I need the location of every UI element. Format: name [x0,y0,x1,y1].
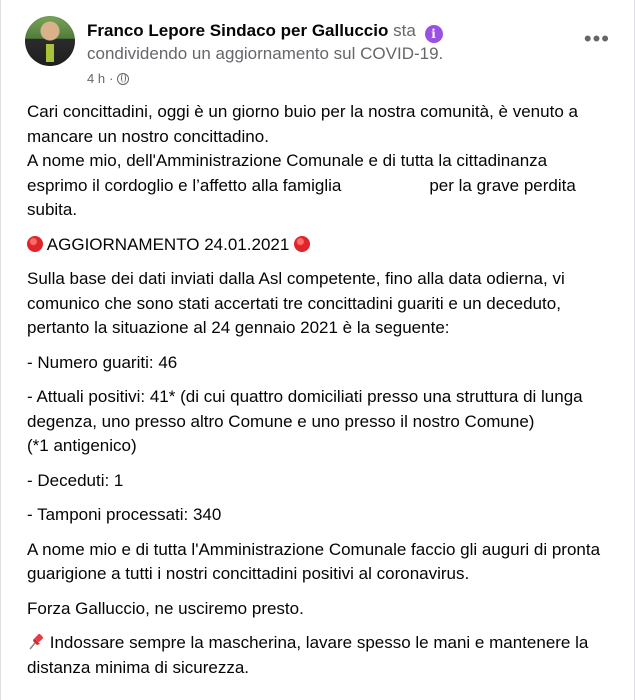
intro-line-3: per la grave perdita subita. [27,175,576,219]
activity-text: condividendo un aggiornamento sul COVID-19. [87,44,444,63]
intro-line-2: A nome mio, dell'Amministrazione Comunale e di tutta la cittadinanza esprimo il cordoglio e l’affetto alla famiglia [27,151,548,195]
post-body [27,100,612,690]
globe-icon[interactable] [117,73,129,85]
paragraph-intro [27,100,612,223]
red-circle-icon [294,236,310,252]
stat-tamponi: - Tamponi processati: 340 [27,505,222,524]
more-options-button[interactable]: ••• [583,26,610,51]
avatar-tie [46,44,54,62]
author-verb: sta [393,21,416,40]
post-header [1,0,634,96]
author-name-link[interactable]: Franco Lepore Sindaco per Galluccio [87,21,389,40]
info-icon[interactable]: i [425,25,443,43]
stat-positivi [27,385,612,459]
red-circle-icon [27,236,43,252]
indossare-text: Indossare sempre la mascherina, lavare spesso le mani e mantenere la distanza minima di sicurezza. [27,633,589,677]
timestamp-link[interactable]: 4 h [87,71,106,86]
update-title: AGGIORNAMENTO 24.01.2021 [46,234,290,254]
post-meta [87,70,129,88]
stat-antigenico: (*1 antigenico) [27,436,137,455]
author-line [87,20,564,43]
paragraph-auguri: A nome mio e di tutta l'Amministrazione Comunale faccio gli auguri di pronta guarigione a tutti i nostri concittadini positivi al coronavirus. [27,539,601,583]
intro-line-1: Cari concittadini, oggi è un giorno buio per la nostra comunità, è venuto a mancare un nostro concittadino. [27,102,578,146]
stat-guariti: - Numero guariti: 46 [27,352,178,372]
author-avatar[interactable] [25,16,75,66]
meta-separator: · [109,71,114,86]
paragraph-indossare [27,631,612,680]
pushpin-icon [27,633,45,651]
update-heading [27,233,612,258]
paragraph-data-intro: Sulla base dei dati inviati dalla Asl competente, fino alla data odierna, vi comunico che sono stati accertati tre concittadini guariti e un deceduto, pertanto la situazione al 24 gennaio 2021 è la seguente: [27,269,565,337]
paragraph-forza: Forza Galluccio, ne usciremo presto. [27,598,304,618]
stat-positivi-text: - Attuali positivi: 41* (di cui quattro domiciliati presso una struttura di lunga degenza, uno presso altro Comune e uno presso il nostro Comune) [27,387,583,431]
stat-deceduti: - Deceduti: 1 [27,470,124,490]
